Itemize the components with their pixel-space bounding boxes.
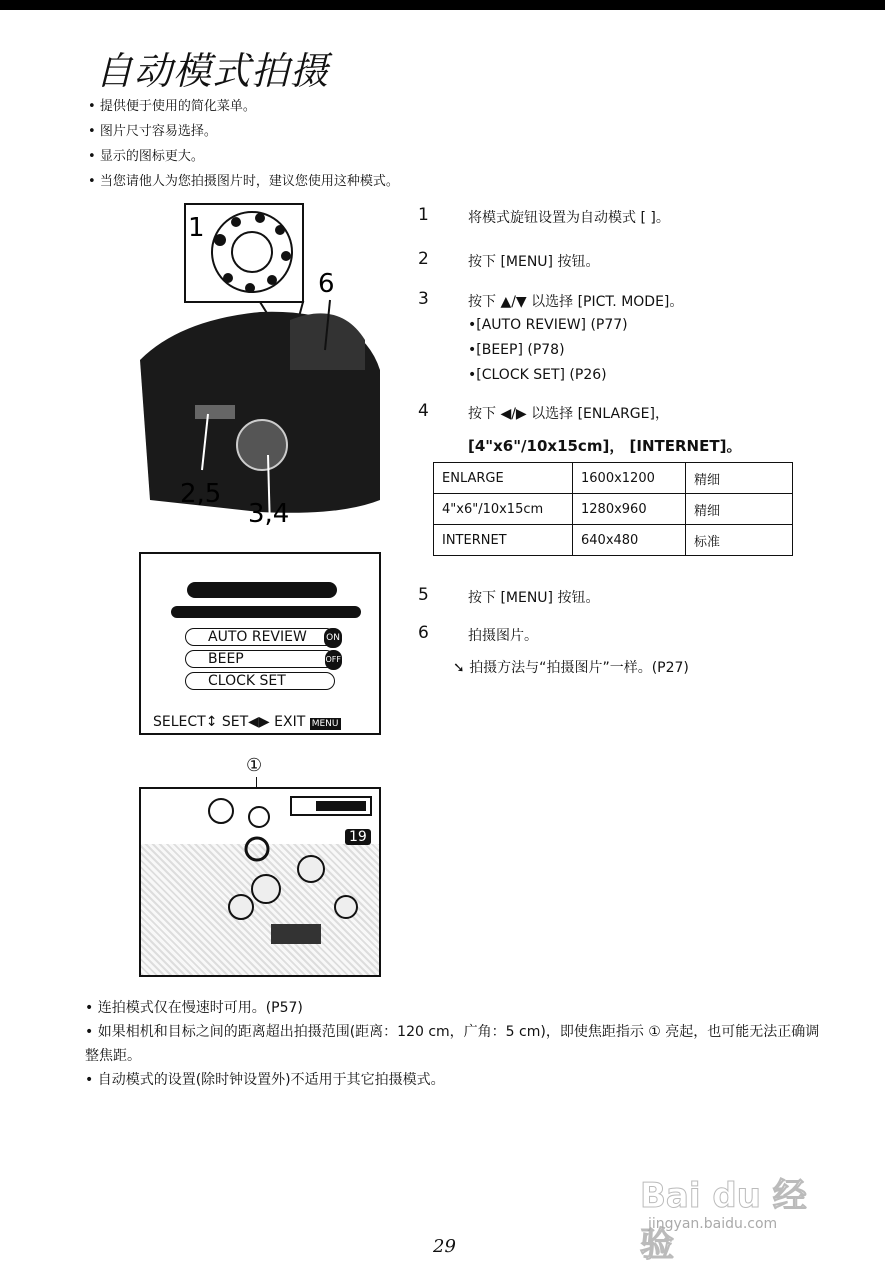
menu-item-clock-set[interactable]: CLOCK SET	[185, 672, 335, 690]
menu-item-beep[interactable]: BEEP OFF	[185, 650, 335, 668]
step-3-sub: •[AUTO REVIEW] (P77)	[468, 317, 628, 333]
table-cell: 640x480	[573, 525, 686, 556]
table-cell: 1280x960	[573, 494, 686, 525]
intro-bullet: • 显示的图标更大。	[88, 144, 399, 169]
callout-2-5: 2,5	[180, 479, 222, 509]
table-cell: ENLARGE	[434, 463, 573, 494]
table-row	[434, 494, 793, 525]
intro-bullet: • 当您请他人为您拍摄图片时，建议您使用这种模式。	[88, 169, 399, 194]
intro-bullets	[88, 94, 399, 194]
callout-1: 1	[188, 213, 205, 243]
table-cell: INTERNET	[434, 525, 573, 556]
menu-footer: SELECT↕ SET◀▶ EXIT MENU	[153, 714, 339, 730]
menu-tag: MENU	[311, 719, 339, 729]
arrow-note-icon: ➘	[453, 660, 470, 676]
table-cell: 精细	[686, 463, 793, 494]
footnote: • 自动模式的设置(除时钟设置外)不适用于其它拍摄模式。	[85, 1068, 825, 1092]
menu-screen	[139, 552, 381, 735]
on-badge: ON	[324, 628, 342, 648]
intro-bullet: • 提供便于使用的简化菜单。	[88, 94, 399, 119]
menu-header-bar	[187, 582, 337, 598]
table-cell: 1600x1200	[573, 463, 686, 494]
footnote: • 连拍模式仅在慢速时可用。(P57)	[85, 996, 825, 1020]
callout-6: 6	[318, 269, 335, 299]
watermark	[640, 1150, 840, 1265]
step-3-sub: •[CLOCK SET] (P26)	[468, 367, 607, 383]
footnote: • 如果相机和目标之间的距离超出拍摄范围(距离：120 cm，广角：5 cm)，即使焦距指示 ① 亮起，也可能无法正确调整焦距。	[85, 1020, 825, 1068]
table-cell: 标准	[686, 525, 793, 556]
watermark-brand: Bai du 经验	[640, 1176, 807, 1265]
table-cell: 精细	[686, 494, 793, 525]
footnotes	[85, 996, 825, 1092]
menu-subheader-bar	[171, 606, 361, 618]
focus-marker-label: ①	[246, 755, 263, 776]
enlarge-table	[433, 462, 793, 556]
watermark-url: jingyan.baidu.com	[648, 1216, 778, 1232]
step-3-sub: •[BEEP] (P78)	[468, 342, 565, 358]
table-cell: 4"x6"/10x15cm	[434, 494, 573, 525]
camera-illustration	[140, 200, 390, 530]
table-row	[434, 525, 793, 556]
table-row	[434, 463, 793, 494]
top-border	[0, 0, 885, 10]
intro-bullet: • 图片尺寸容易选择。	[88, 119, 399, 144]
menu-item-auto-review[interactable]: AUTO REVIEW ON	[185, 628, 335, 646]
step-4-line2: [4"x6"/10x15cm]， [INTERNET]。	[468, 437, 742, 455]
step-6-note: ➘ 拍摄方法与“拍摄图片”一样。(P27)	[453, 660, 689, 676]
page-number: 29	[433, 1236, 456, 1257]
off-badge: OFF	[325, 650, 343, 670]
shot-count: 19	[345, 829, 371, 845]
page-title: 自动模式拍摄	[95, 49, 330, 93]
callout-3-4: 3,4	[248, 499, 290, 529]
scene-image	[139, 787, 381, 977]
